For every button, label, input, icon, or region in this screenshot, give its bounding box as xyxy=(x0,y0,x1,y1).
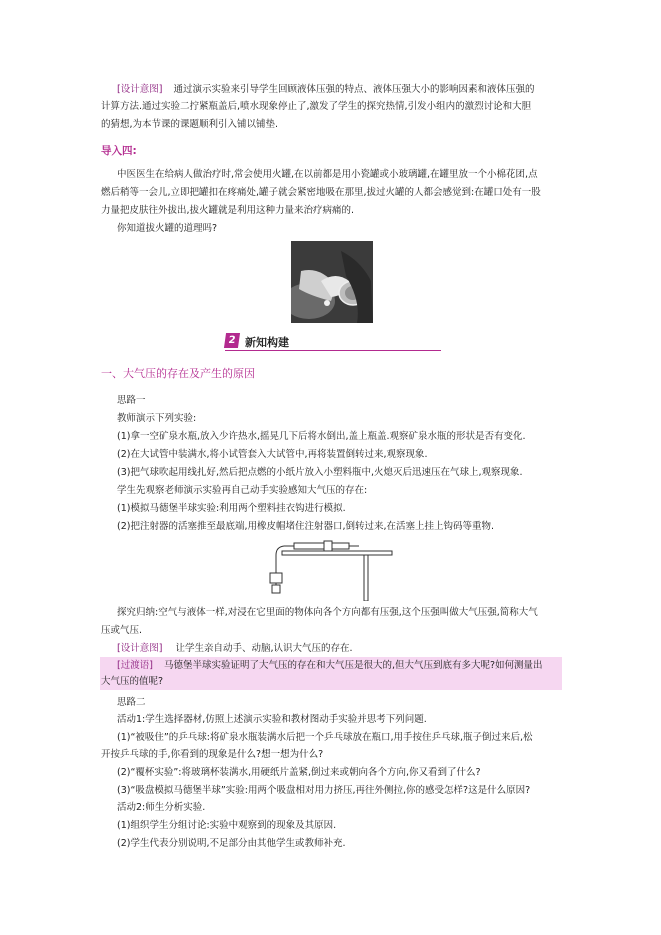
experiment-item: (2)在大试管中装满水,将小试管套入大试管中,再将装置倒转过来,观察现象. xyxy=(117,449,428,460)
transition-paragraph xyxy=(117,659,543,673)
intro-paragraph-line: 燃后稍等一会儿,立即把罐扣在疼痛处,罐子就会紧密地吸在那里,拔过火罐的人都会感觉到:在罐口处有一股 xyxy=(101,187,541,198)
design-intent-text: 让学生亲自动手、动脑,认识大气压的存在. xyxy=(175,643,353,654)
idea-two-label: 思路二 xyxy=(117,697,146,708)
activity-question: (3)“吸盘模拟马德堡半球”实验:用两个吸盘相对用力挤压,再往外侧拉,你的感受怎样?这是什么原因? xyxy=(117,785,531,796)
teacher-demo-intro: 教师演示下列实验: xyxy=(117,413,197,424)
design-intent-tag: [设计意图] xyxy=(117,643,163,654)
student-experiment-intro: 学生先观察老师演示实验再自己动手实验感知大气压的存在: xyxy=(117,485,368,496)
activity-heading: 活动2:师生分析实验. xyxy=(117,802,206,813)
conclusion-line: 探究归纳:空气与液体一样,对浸在它里面的物体向各个方向都有压强,这个压强叫做大气压强,简称大气 xyxy=(117,607,538,618)
design-intent-tag: [设计意图] xyxy=(117,84,163,95)
section-banner xyxy=(225,333,441,351)
experiment-item: (3)把气球吹起用线扎好,然后把点燃的小纸片放入小塑料瓶中,火熄灭后迅速压在气球上,观察现象. xyxy=(117,467,523,478)
activity-item: (2)学生代表分别说明,不足部分由其他学生或教师补充. xyxy=(117,838,346,849)
design-intent-paragraph xyxy=(117,83,534,97)
activity-question: 开按乒乓球的手,你看到的现象是什么?想一想为什么? xyxy=(101,749,324,760)
cupping-photo xyxy=(291,241,373,323)
section-title: 一、大气压的存在及产生的原因 xyxy=(101,367,255,380)
activity-question: (1)“被吸住”的乒乓球:将矿泉水瓶装满水后把一个乒乓球放在瓶口,用手按住乒乓球,瓶子倒过来后,松 xyxy=(117,732,533,743)
syringe-experiment-figure xyxy=(264,533,394,601)
banner-number: 2 xyxy=(224,333,240,348)
intro-paragraph-line: 力量把皮肤往外拔出,拔火罐就是利用这种力量来治疗病痛的. xyxy=(101,205,355,216)
design-intent-paragraph xyxy=(117,642,353,656)
banner-title: 新知构建 xyxy=(245,336,289,349)
design-intent-line: 的猜想,为本节课的课题顺利引入铺以铺垫. xyxy=(101,119,279,130)
idea-one-label: 思路一 xyxy=(117,395,146,406)
design-intent-line: 计算方法.通过实验二拧紧瓶盖后,喷水现象停止了,激发了学生的探究热情,引发小组内的激烈讨论和大胆 xyxy=(101,101,532,112)
intro-heading: 导入四: xyxy=(101,145,137,157)
conclusion-line: 压或气压. xyxy=(101,625,143,636)
student-experiment-item: (2)把注射器的活塞推至最底端,用橡皮帽堵住注射器口,倒转过来,在活塞上挂上钩码等重物. xyxy=(117,521,495,532)
design-intent-text: 通过演示实验来引导学生回顾液体压强的特点、液体压强大小的影响因素和液体压强的 xyxy=(173,84,535,95)
student-experiment-item: (1)模拟马德堡半球实验:利用两个塑料挂衣钩进行模拟. xyxy=(117,503,346,514)
transition-tag: [过渡语] xyxy=(117,660,153,671)
transition-text: 马德堡半球实验证明了大气压的存在和大气压是很大的,但大气压到底有多大呢?如何测量出 xyxy=(163,660,543,671)
intro-paragraph-line: 中医医生在给病人做治疗时,常会使用火罐,在以前都是用小瓷罐或小玻璃罐,在罐里放一个小棉花团,点 xyxy=(117,169,538,180)
transition-text: 大气压的值呢? xyxy=(101,676,164,687)
activity-heading: 活动1:学生选择器材,仿照上述演示实验和教材图动手实验并思考下列问题. xyxy=(117,714,427,725)
activity-question: (2)“覆杯实验”:将玻璃杯装满水,用硬纸片盖紧,倒过来或朝向各个方向,你又看到了什么? xyxy=(117,767,481,778)
experiment-item: (1)拿一空矿泉水瓶,放入少许热水,摇晃几下后将水倒出,盖上瓶盖.观察矿泉水瓶的形状是否有变化. xyxy=(117,431,526,442)
intro-question: 你知道拔火罐的道理吗? xyxy=(117,223,218,234)
activity-item: (1)组织学生分组讨论:实验中观察到的现象及其原因. xyxy=(117,820,337,831)
